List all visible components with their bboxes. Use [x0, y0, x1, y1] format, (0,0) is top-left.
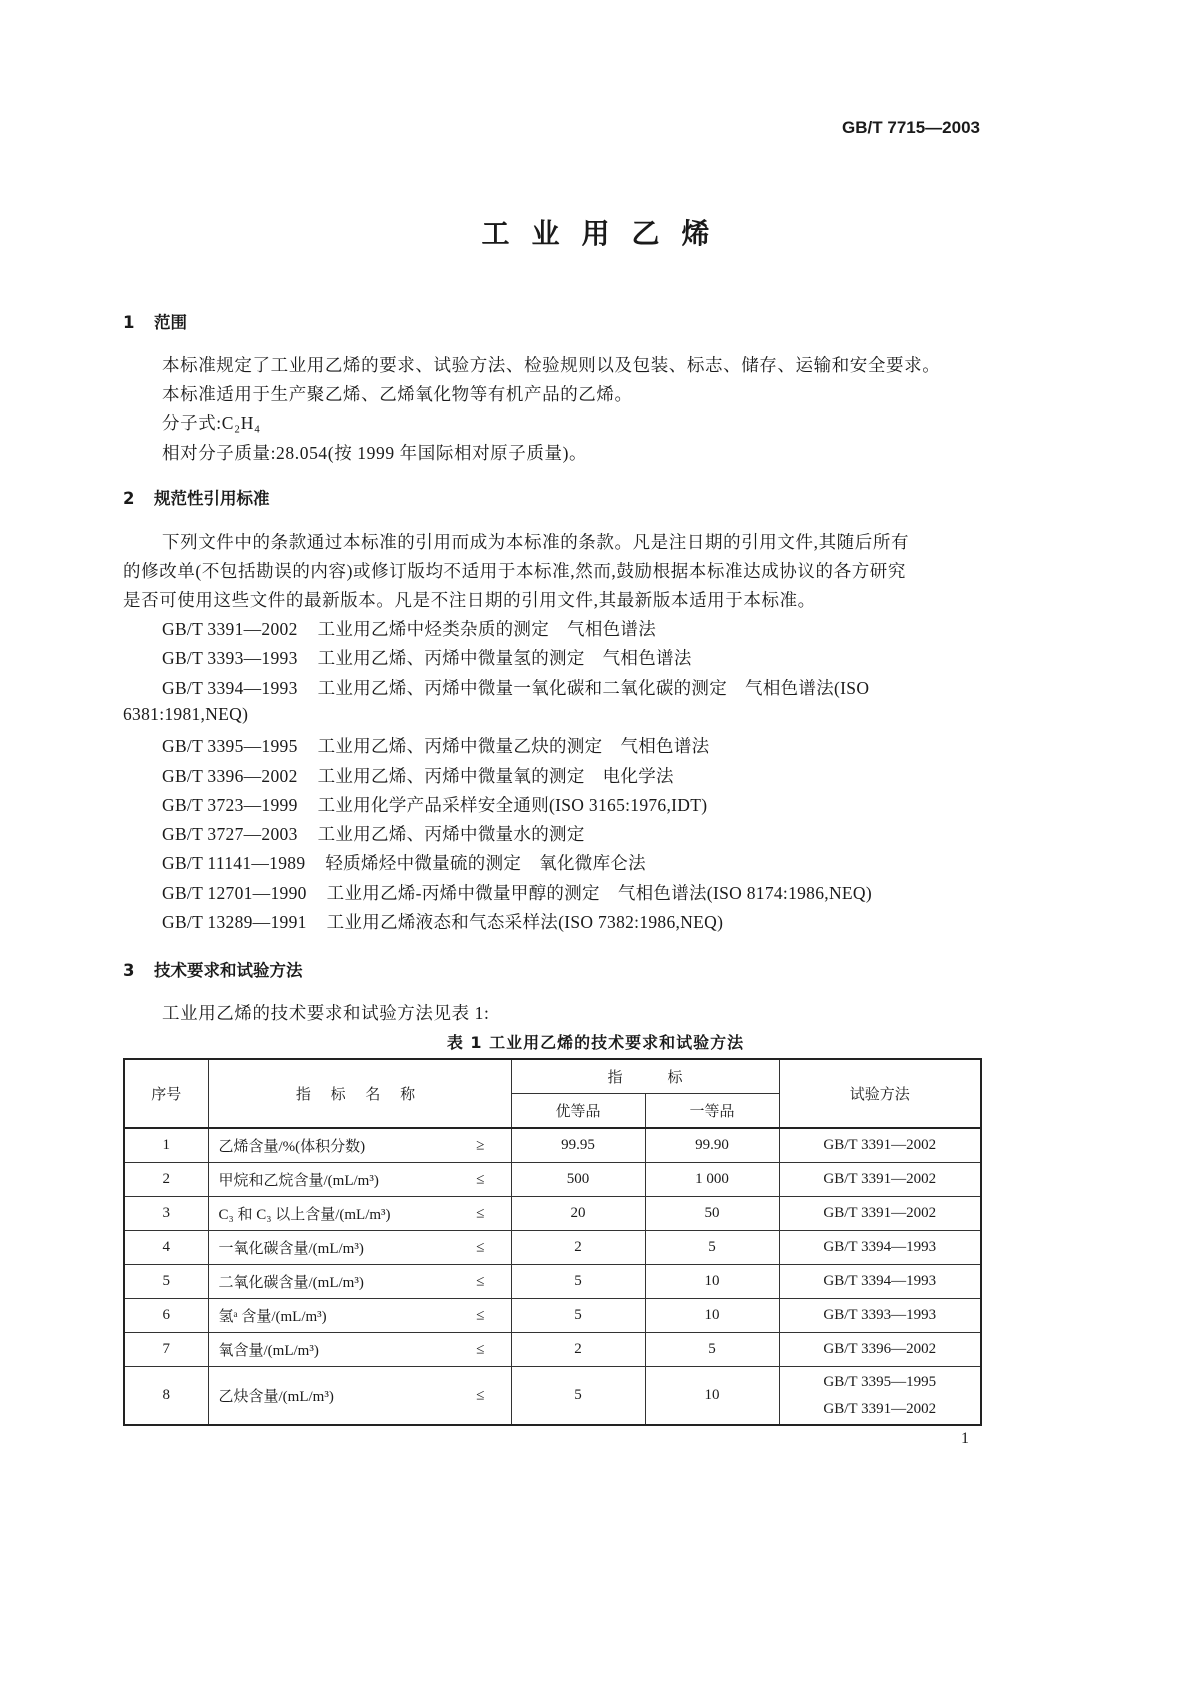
cell-method [779, 1163, 981, 1197]
cell-method [779, 1231, 981, 1265]
cell-premium: 500 [511, 1163, 645, 1197]
header-grade-premium: 优等品 [511, 1094, 645, 1129]
header-index: 指 标 [511, 1059, 779, 1094]
spec-table [123, 1058, 982, 1426]
reference-code: GB/T 3396—2002 [162, 765, 298, 786]
method-standard: GB/T 3391—2002 [823, 1137, 937, 1153]
cell-premium: 2 [511, 1231, 645, 1265]
section-title: 范围 [154, 313, 187, 332]
reference-method: 气相色谱法(ISO [745, 677, 870, 698]
indicator-name: 一氧化碳含量/(mL/m³) [218, 1241, 364, 1257]
reference-title: 工业用化学产品采样安全通则(ISO 3165:1976,IDT) [317, 794, 708, 815]
section-2-heading [123, 485, 270, 509]
cell-name [208, 1367, 511, 1426]
table-row [124, 1299, 981, 1333]
method-standard: GB/T 3394—1993 [823, 1239, 937, 1255]
indicator-name: 乙炔含量/(mL/m³) [218, 1389, 334, 1405]
cell-no: 6 [124, 1299, 208, 1333]
comparison-operator: ≤ [476, 1273, 485, 1289]
reference-method: 电化学法 [602, 765, 674, 786]
reference-title: 工业用乙烯中烃类杂质的测定 [317, 619, 550, 639]
cell-first-grade: 99.90 [645, 1128, 779, 1163]
cell-no: 3 [124, 1197, 208, 1231]
cell-no: 2 [124, 1163, 208, 1197]
cell-first-grade: 10 [645, 1367, 779, 1426]
paragraph-line: 下列文件中的条款通过本标准的引用而成为本标准的条款。凡是注日期的引用文件,其随后所有 [162, 532, 910, 552]
header-no: 序号 [124, 1059, 208, 1128]
cell-first-grade: 10 [645, 1299, 779, 1333]
cell-first-grade: 1 000 [645, 1163, 779, 1197]
cell-method [779, 1128, 981, 1163]
cell-first-grade: 5 [645, 1333, 779, 1367]
indicator-name: 氢ᵃ 含量/(mL/m³) [218, 1309, 327, 1325]
comparison-operator: ≤ [476, 1387, 485, 1403]
header-grade-first: 一等品 [645, 1094, 779, 1129]
cell-first-grade: 5 [645, 1231, 779, 1265]
cell-no: 5 [124, 1265, 208, 1299]
table-row [124, 1163, 981, 1197]
reference-item [162, 880, 872, 905]
comparison-operator: ≤ [476, 1205, 485, 1221]
reference-method: 氧化微库仑法 [539, 853, 646, 874]
molecular-mass: 相对分子质量:28.054(按 1999 年国际相对原子质量)。 [162, 443, 588, 463]
reference-title: 工业用乙烯-丙烯中微量甲醇的测定 [326, 882, 600, 903]
method-standard: GB/T 3396—2002 [823, 1341, 937, 1357]
cell-first-grade: 50 [645, 1197, 779, 1231]
cell-method [779, 1197, 981, 1231]
cell-name [208, 1128, 511, 1163]
header-name: 指 标 名 称 [208, 1059, 511, 1128]
cell-name [208, 1299, 511, 1333]
comparison-operator: ≥ [476, 1137, 485, 1153]
paragraph: 本标准适用于生产聚乙烯、乙烯氧化物等有机产品的乙烯。 [162, 384, 633, 404]
reference-title: 轻质烯烃中微量硫的测定 [325, 853, 522, 874]
reference-code: GB/T 3723—1999 [162, 794, 298, 815]
reference-title: 工业用乙烯、丙烯中微量水的测定 [317, 824, 585, 845]
table-row [124, 1231, 981, 1265]
cell-first-grade: 10 [645, 1265, 779, 1299]
cell-no: 4 [124, 1231, 208, 1265]
indicator-name: 乙烯含量/%(体积分数) [218, 1139, 366, 1155]
reference-code: GB/T 12701—1990 [162, 882, 307, 903]
cell-method [779, 1265, 981, 1299]
method-standard: GB/T 3391—2002 [823, 1400, 937, 1417]
reference-title: 工业用乙烯、丙烯中微量乙炔的测定 [317, 736, 603, 757]
table-row [124, 1367, 981, 1426]
reference-item [162, 821, 585, 846]
cell-premium: 20 [511, 1197, 645, 1231]
reference-item [162, 733, 709, 758]
cell-name [208, 1163, 511, 1197]
table-row [124, 1197, 981, 1231]
cell-no: 1 [124, 1128, 208, 1163]
reference-item [162, 792, 707, 817]
header-method: 试验方法 [779, 1059, 981, 1128]
method-standard: GB/T 3394—1993 [823, 1273, 937, 1289]
reference-code: GB/T 3395—1995 [162, 736, 298, 757]
reference-code: GB/T 3391—2002 [162, 619, 298, 639]
reference-title: 工业用乙烯、丙烯中微量氢的测定 [317, 648, 585, 669]
section-number: 2 [123, 489, 135, 508]
reference-code: GB/T 11141—1989 [162, 853, 306, 874]
reference-code: GB/T 13289—1991 [162, 912, 307, 932]
comparison-operator: ≤ [476, 1307, 485, 1323]
paragraph: 本标准规定了工业用乙烯的要求、试验方法、检验规则以及包装、标志、储存、运输和安全要求。 [162, 355, 941, 375]
reference-item [162, 850, 646, 875]
indicator-name: 氧含量/(mL/m³) [218, 1343, 319, 1359]
reference-method: 气相色谱法 [567, 619, 657, 639]
paragraph-line: 的修改单(不包括勘误的内容)或修订版均不适用于本标准,然而,鼓励根据本标准达成协议的各方研究 [123, 561, 907, 581]
cell-premium: 5 [511, 1299, 645, 1333]
indicator-name: 甲烷和乙烷含量/(mL/m³) [218, 1173, 379, 1189]
method-standard: GB/T 3391—2002 [823, 1171, 937, 1187]
document-title: 工业用乙烯 [481, 217, 732, 250]
table-caption: 表 1 工业用乙烯的技术要求和试验方法 [446, 1033, 745, 1052]
cell-method [779, 1333, 981, 1367]
table-row [124, 1265, 981, 1299]
comparison-operator: ≤ [476, 1171, 485, 1187]
section-number: 1 [123, 313, 135, 332]
section-title: 技术要求和试验方法 [154, 961, 303, 980]
method-standard: GB/T 3393—1993 [823, 1307, 937, 1323]
cell-name [208, 1197, 511, 1231]
cell-name [208, 1265, 511, 1299]
comparison-operator: ≤ [476, 1341, 485, 1357]
reference-code: GB/T 3394—1993 [162, 677, 298, 698]
section-3-heading [123, 957, 303, 981]
cell-premium: 2 [511, 1333, 645, 1367]
cell-premium: 5 [511, 1367, 645, 1426]
cell-name [208, 1231, 511, 1265]
reference-title: 工业用乙烯、丙烯中微量一氧化碳和二氧化碳的测定 [317, 677, 728, 698]
section-number: 3 [123, 961, 135, 980]
cell-premium: 5 [511, 1265, 645, 1299]
reference-title: 工业用乙烯液态和气态采样法(ISO 7382:1986,NEQ) [326, 912, 724, 932]
indicator-name: C₃ 和 C₃ 以上含量/(mL/m³) [218, 1207, 391, 1223]
reference-code: GB/T 3727—2003 [162, 824, 298, 845]
standard-number: GB/T 7715—2003 [842, 118, 980, 137]
reference-method: 气相色谱法 [602, 648, 692, 669]
paragraph-line: 是否可使用这些文件的最新版本。凡是不注日期的引用文件,其最新版本适用于本标准。 [123, 590, 816, 610]
section-1-heading [123, 309, 187, 333]
method-standard: GB/T 3395—1995 [823, 1373, 937, 1390]
cell-method [779, 1367, 981, 1426]
indicator-name: 二氧化碳含量/(mL/m³) [218, 1275, 364, 1291]
reference-code: GB/T 3393—1993 [162, 648, 298, 669]
paragraph: 工业用乙烯的技术要求和试验方法见表 1: [162, 1003, 490, 1023]
reference-continuation: 6381:1981,NEQ) [123, 703, 249, 724]
reference-method: 气相色谱法(ISO 8174:1986,NEQ) [617, 882, 872, 903]
cell-no: 8 [124, 1367, 208, 1426]
cell-no: 7 [124, 1333, 208, 1367]
comparison-operator: ≤ [476, 1239, 485, 1255]
cell-name [208, 1333, 511, 1367]
reference-item [162, 675, 869, 700]
reference-item [162, 763, 674, 788]
page-number: 1 [961, 1430, 969, 1447]
cell-premium: 99.95 [511, 1128, 645, 1163]
reference-method: 气相色谱法 [620, 736, 710, 757]
molecular-formula: 分子式:C₂H₄ [162, 413, 261, 433]
reference-item [162, 645, 692, 670]
method-standard: GB/T 3391—2002 [823, 1205, 937, 1221]
section-title: 规范性引用标准 [154, 489, 270, 508]
table-row [124, 1128, 981, 1163]
reference-item [162, 616, 656, 641]
cell-method [779, 1299, 981, 1333]
table-row [124, 1333, 981, 1367]
reference-title: 工业用乙烯、丙烯中微量氧的测定 [317, 765, 585, 786]
reference-item [162, 909, 723, 934]
